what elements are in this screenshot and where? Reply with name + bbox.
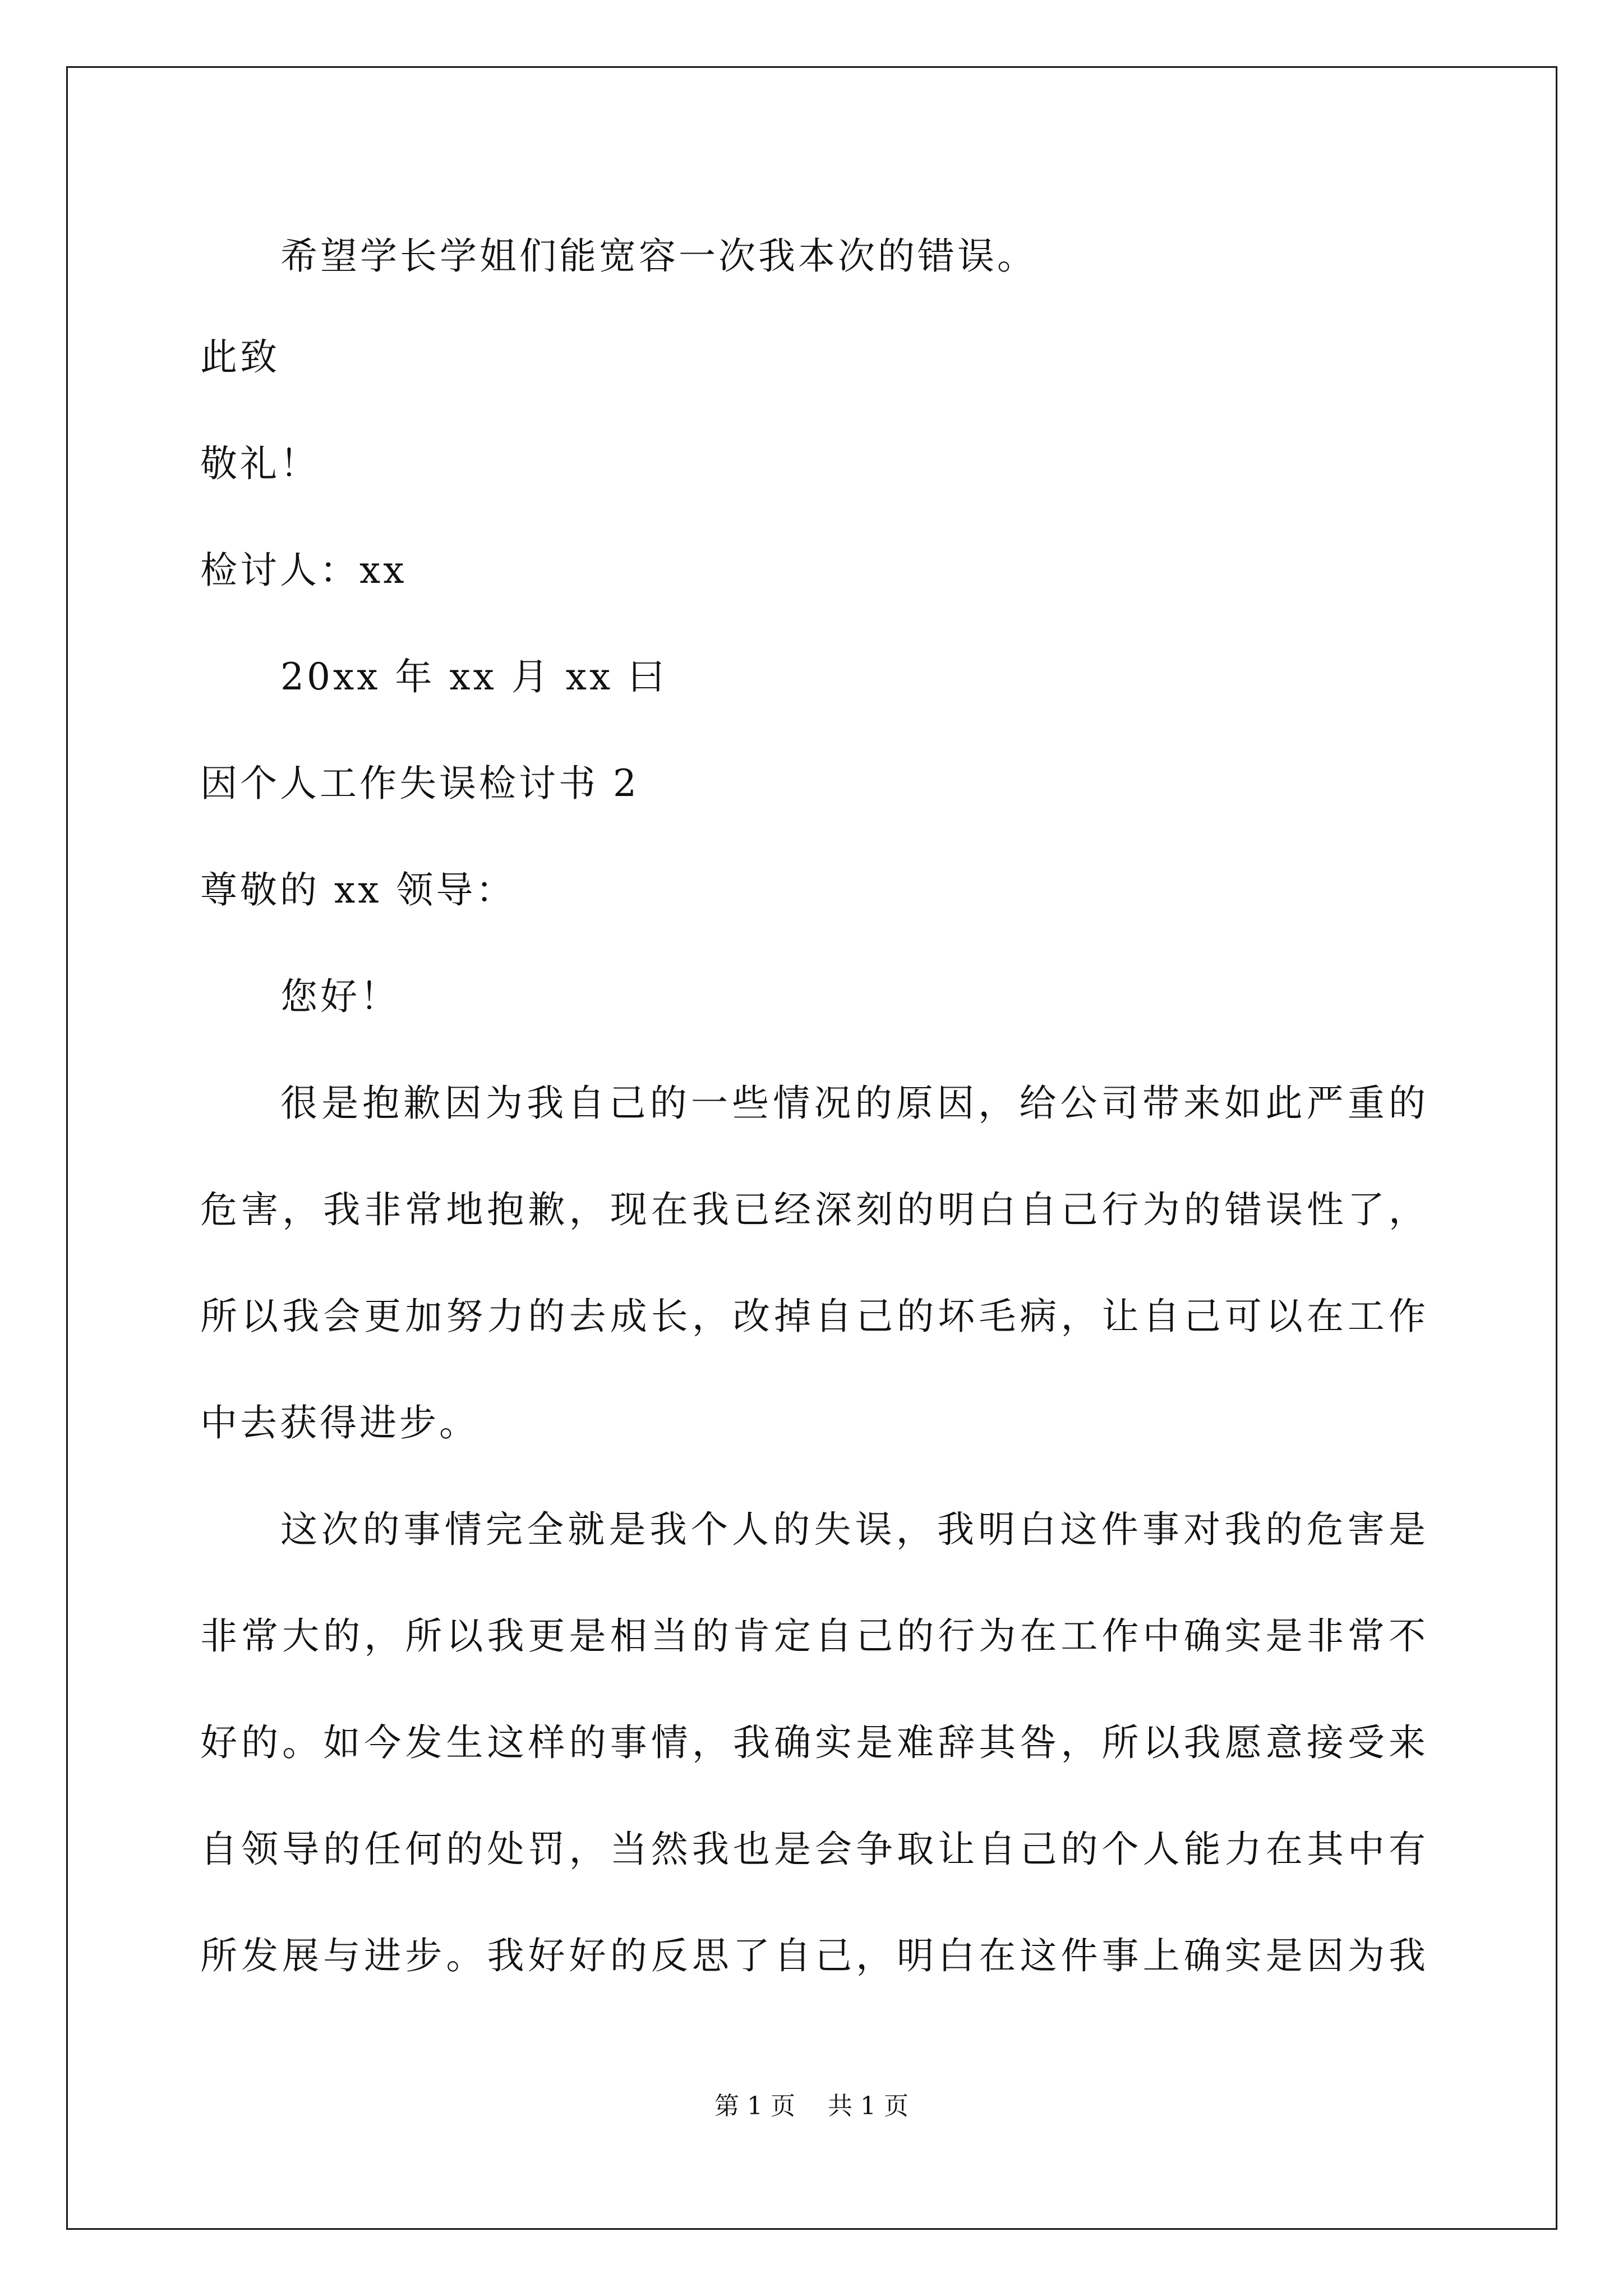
body-line: 好的。如今发生这样的事情，我确实是难辞其咎，所以我愿意接受来 <box>200 1721 1428 1764</box>
page-footer: 第 1 页 共 1 页 <box>714 2092 909 2120</box>
body-line: 自领导的任何的处罚，当然我也是会争取让自己的个人能力在其中有 <box>200 1828 1428 1871</box>
signature-line: 检讨人：xx <box>200 549 407 592</box>
body-line: 所以我会更加努力的去成长，改掉自己的坏毛病，让自己可以在工作 <box>200 1295 1428 1338</box>
closing-paragraph: 希望学长学姐们能宽容一次我本次的错误。 <box>280 234 1037 278</box>
body-line: 非常大的，所以我更是相当的肯定自己的行为在工作中确实是非常不 <box>200 1614 1428 1658</box>
body-line: 所发展与进步。我好好的反思了自己，明白在这件事上确实是因为我 <box>200 1934 1428 1977</box>
greeting-recipient: 尊敬的 xx 领导： <box>200 868 516 912</box>
body-line: 危害，我非常地抱歉，现在我已经深刻的明白自己行为的错误性了， <box>200 1188 1428 1231</box>
salutation-cizhi: 此致 <box>200 335 280 379</box>
greeting-hello: 您好！ <box>280 975 400 1018</box>
section-title: 因个人工作失误检讨书 2 <box>200 762 639 805</box>
body-line: 很是抱歉因为我自己的一些情况的原因，给公司带来如此严重的 <box>280 1082 1428 1125</box>
body-line: 这次的事情完全就是我个人的失误，我明白这件事对我的危害是 <box>280 1508 1428 1551</box>
date-line: 20xx 年 xx 月 xx 曰 <box>280 655 668 698</box>
salutation-jingli: 敬礼！ <box>200 442 320 485</box>
page-border <box>66 66 1557 2230</box>
body-line: 中去获得进步。 <box>200 1401 479 1444</box>
